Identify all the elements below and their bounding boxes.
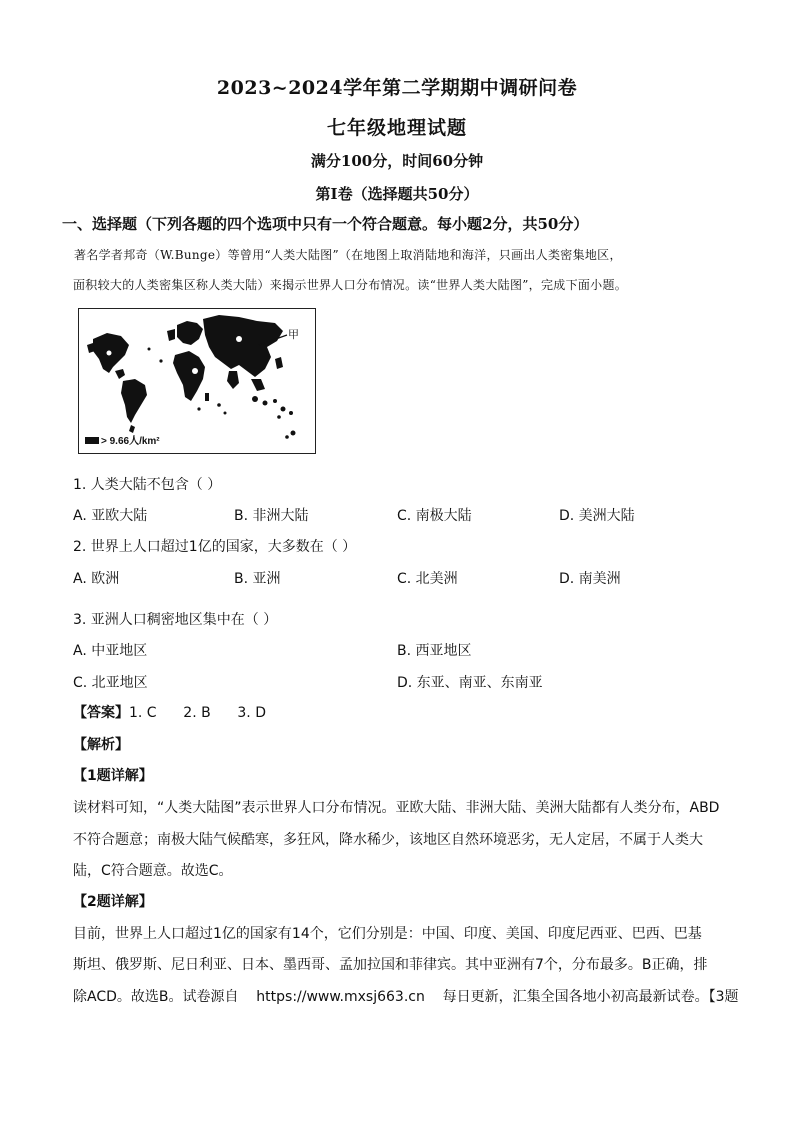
section-heading: 一、选择题（下列各题的四个选项中只有一个符合题意。每小题2分，共50分） (62, 215, 589, 233)
question-1-option-c[interactable]: C. 南极大陆 (397, 508, 472, 524)
question-3-stem: 3. 亚洲人口稠密地区集中在（ ） (73, 612, 278, 628)
score-time-info: 满分100分，时间60分钟 (310, 152, 484, 170)
question-1-option-a[interactable]: A. 亚欧大陆 (73, 508, 148, 524)
detail-2-title: 【2题详解】 (73, 894, 153, 910)
paper-title: 2023~2024学年第二学期期中调研问卷 (216, 77, 578, 99)
answer-text: 1. C 2. B 3. D (129, 705, 266, 721)
legend-label: > 9.66人/km² (101, 436, 160, 447)
answer-label: 【答案】 (73, 705, 129, 721)
world-human-continent-map (78, 308, 316, 454)
map-figure (79, 309, 314, 452)
volume-heading: 第Ⅰ卷（选择题共50分） (315, 185, 479, 203)
question-3-option-a[interactable]: A. 中亚地区 (73, 643, 148, 659)
question-3-option-d[interactable]: D. 东亚、南亚、东南亚 (397, 675, 543, 691)
question-2-stem: 2. 世界上人口超过1亿的国家，大多数在（ ） (73, 539, 357, 555)
question-2-option-d[interactable]: D. 南美洲 (559, 571, 621, 587)
intro-line-1: 著名学者邦奇（W.Bunge）等曾用“人类大陆图”（在地图上取消陆地和海洋，只画出人类密集地区， (74, 248, 622, 262)
answer-line (73, 702, 266, 722)
detail-2-line-2: 斯坦、俄罗斯、尼日利亚、日本、墨西哥、孟加拉国和菲律宾。其中亚洲有7个，分布最多。B正确，排 (73, 957, 708, 973)
population-dense-areas (87, 315, 296, 439)
detail-1-title: 【1题详解】 (73, 768, 153, 784)
question-2-option-b[interactable]: B. 亚洲 (234, 571, 281, 587)
detail-2-line-3: 除ACD。故选B。试卷源自 https://www.mxsj663.cn 每日更新，汇集全国各地小初高最新试卷。【3题 (73, 989, 739, 1005)
question-3-option-b[interactable]: B. 西亚地区 (397, 643, 472, 659)
paper-subtitle: 七年级地理试题 (326, 117, 467, 139)
detail-2-line-1: 目前，世界上人口超过1亿的国家有14个，它们分别是：中国、印度、美国、印度尼西亚、巴西、巴基 (73, 926, 702, 942)
question-2-option-a[interactable]: A. 欧洲 (73, 571, 120, 587)
intro-line-2: 面积较大的人类密集区称人类大陆）来揭示世界人口分布情况。读“世界人类大陆图”，完成下面小题。 (73, 278, 628, 292)
question-1-option-b[interactable]: B. 非洲大陆 (234, 508, 309, 524)
question-2-option-c[interactable]: C. 北美洲 (397, 571, 458, 587)
detail-1-line-1: 读材料可知，“人类大陆图”表示世界人口分布情况。亚欧大陆、非洲大陆、美洲大陆都有人类分布，ABD (73, 800, 720, 816)
legend-swatch (85, 437, 99, 444)
detail-1-line-2: 不符合题意；南极大陆气候酷寒，多狂风，降水稀少，该地区自然环境恶劣，无人定居，不属于人类大 (73, 832, 703, 848)
question-3-option-c[interactable]: C. 北亚地区 (73, 675, 148, 691)
label-jia: 甲 (288, 328, 299, 341)
question-1-option-d[interactable]: D. 美洲大陆 (559, 508, 635, 524)
detail-1-line-3: 陆，C符合题意。故选C。 (73, 863, 233, 879)
question-1-stem: 1. 人类大陆不包含（ ） (73, 477, 222, 493)
analysis-label: 【解析】 (73, 737, 129, 753)
